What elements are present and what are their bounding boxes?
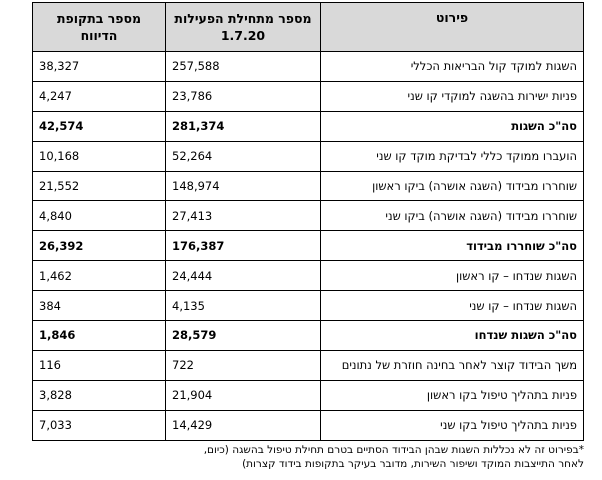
row-report-period: 42,574 (33, 111, 166, 141)
row-description: הועברו ממוקד כללי לבדיקת מוקד קו שני (321, 141, 584, 171)
table-row (33, 171, 584, 201)
table-row (33, 291, 584, 321)
row-since-start: 14,429 (166, 410, 321, 440)
row-since-start: 281,374 (166, 111, 321, 141)
table-row (33, 231, 584, 261)
row-since-start: 722 (166, 350, 321, 380)
table-row (33, 81, 584, 111)
row-since-start: 148,974 (166, 171, 321, 201)
row-report-period: 116 (33, 350, 166, 380)
table-header-row (33, 3, 584, 52)
row-report-period: 7,033 (33, 410, 166, 440)
header-since-start: מספר מתחילת הפעילות 1.7.20 (166, 3, 321, 52)
header-description: פירוט (321, 3, 584, 52)
table-row (33, 350, 584, 380)
row-report-period: 4,840 (33, 201, 166, 231)
row-since-start: 27,413 (166, 201, 321, 231)
row-since-start: 176,387 (166, 231, 321, 261)
row-description: פניות בתהליך טיפול בקו ראשון (321, 380, 584, 410)
row-report-period: 10,168 (33, 141, 166, 171)
footnote-line-2: לאחר התייצבות המוקד ושיפור השירות, מדובר בעיקר בתקופות בידוד קצרות) (242, 458, 584, 470)
row-report-period: 3,828 (33, 380, 166, 410)
header-report-period: מספר בתקופת הדיווח (33, 3, 166, 52)
row-description: סה"כ השגות (321, 111, 584, 141)
table-row (33, 380, 584, 410)
table-body (33, 52, 584, 441)
row-since-start: 21,904 (166, 380, 321, 410)
row-since-start: 257,588 (166, 52, 321, 82)
row-report-period: 384 (33, 291, 166, 321)
row-description: פניות בתהליך טיפול בקו שני (321, 410, 584, 440)
table-row (33, 52, 584, 82)
table-row (33, 141, 584, 171)
table-row (33, 410, 584, 440)
footnote-line-1: *בפירוט זה לא נכללות השגות שבהן הבידוד הסתיים בטרם תחילת טיפול בהשגה (כיום, (203, 444, 584, 456)
row-report-period: 1,846 (33, 321, 166, 351)
table-row (33, 111, 584, 141)
row-description: משך הבידוד קוצר לאחר בחינה חוזרת של נתונים (321, 350, 584, 380)
appeals-table (32, 2, 584, 441)
row-description: השגות שנדחו – קו שני (321, 291, 584, 321)
row-description: פניות ישירות בהשגה למוקדי קו שני (321, 81, 584, 111)
row-report-period: 38,327 (33, 52, 166, 82)
row-description: השגות שנדחו – קו ראשון (321, 261, 584, 291)
row-description: שוחררו מבידוד (השגה אושרה) ביקו שני (321, 201, 584, 231)
row-since-start: 52,264 (166, 141, 321, 171)
table-row (33, 321, 584, 351)
row-since-start: 4,135 (166, 291, 321, 321)
row-report-period: 4,247 (33, 81, 166, 111)
footnote (33, 443, 584, 471)
row-report-period: 26,392 (33, 231, 166, 261)
row-report-period: 21,552 (33, 171, 166, 201)
report-document (33, 2, 584, 441)
row-since-start: 28,579 (166, 321, 321, 351)
row-report-period: 1,462 (33, 261, 166, 291)
row-description: סה"כ השגות שנדחו (321, 321, 584, 351)
row-description: סה"כ שוחררו מבידוד (321, 231, 584, 261)
row-since-start: 24,444 (166, 261, 321, 291)
row-since-start: 23,786 (166, 81, 321, 111)
table-row (33, 201, 584, 231)
row-description: שוחררו מבידוד (השגה אושרה) ביקו ראשון (321, 171, 584, 201)
table-row (33, 261, 584, 291)
row-description: השגות למוקד קול הבריאות הכללי (321, 52, 584, 82)
